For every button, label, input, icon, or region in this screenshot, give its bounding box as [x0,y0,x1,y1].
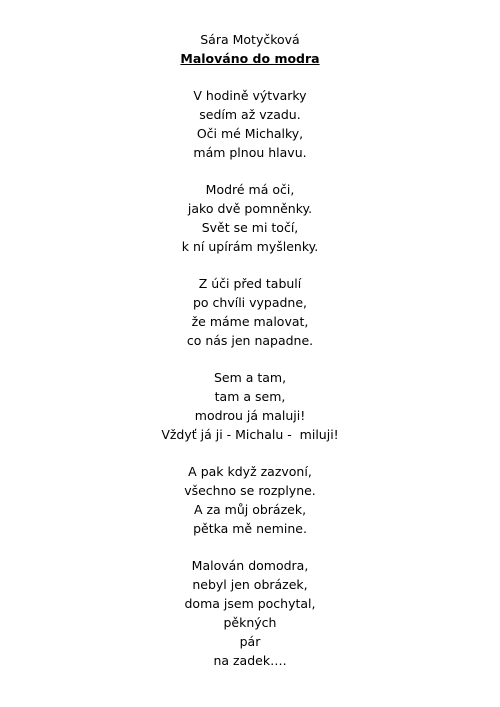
poem-line: všechno se rozplyne. [184,483,316,498]
stanza-2 [0,180,500,256]
stanza-5 [0,462,500,538]
poem-line: Sem a tam, [213,370,287,385]
poem-line: na zadek…. [213,653,287,668]
poem-line: jako dvě pomněnky. [187,201,313,216]
poem-line: že máme malovat, [191,314,309,329]
stanza-6 [0,556,500,670]
stanza-3 [0,274,500,350]
poem [0,30,500,670]
poem-line: pětka mě nemine. [193,521,307,536]
poem-line: V hodině výtvarky [193,88,307,103]
poem-title [0,49,500,68]
poem-line: Svět se mi točí, [201,220,299,235]
poem-line: mám plnou hlavu. [193,145,307,160]
poem-author: Sára Motyčková [200,32,300,47]
poem-line: po chvíli vypadne, [192,295,308,310]
poem-line: modrou já maluji! [194,408,306,423]
poem-line: sedím až vzadu. [199,107,301,122]
poem-line: A za můj obrázek, [193,502,307,517]
stanza-4 [0,368,500,444]
poem-line: Z úči před tabulí [198,276,302,291]
poem-line: pěkných [223,615,277,630]
stanza-1 [0,86,500,162]
poem-line: tam a sem, [214,389,286,404]
poem-line: Malován domodra, [191,558,309,573]
poem-line: A pak když zazvoní, [188,464,312,479]
poem-line: k ní upírám myšlenky. [181,239,319,254]
poem-line: doma jsem pochytal, [184,596,316,611]
poem-line: Oči mé Michalky, [196,126,304,141]
poem-line: nebyl jen obrázek, [192,577,308,592]
poem-line: Modré má oči, [205,182,295,197]
poem-line: pár [239,634,261,649]
poem-line: Vždyť já ji - Michalu - miluji! [161,427,339,442]
poem-line: co nás jen napadne. [186,333,314,348]
poem-title-text: Malováno do modra [180,51,320,66]
